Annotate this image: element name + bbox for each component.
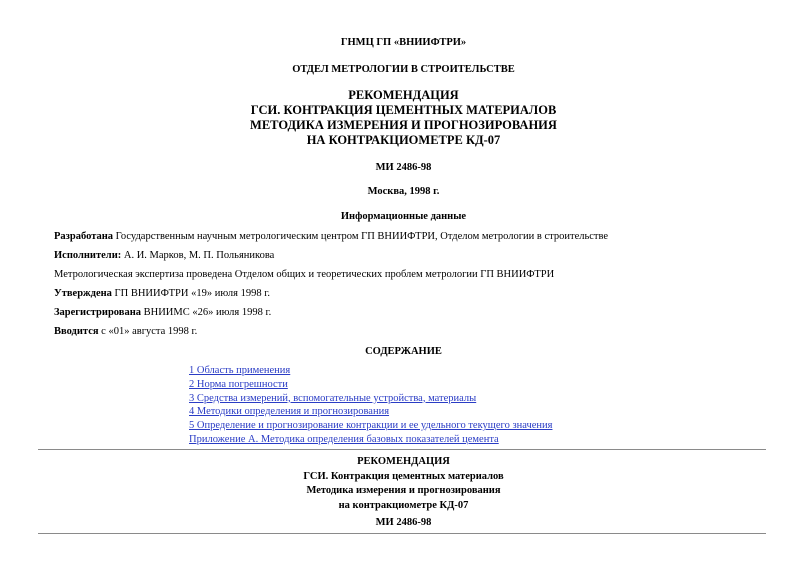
authors-line <box>54 250 274 261</box>
doc-title <box>0 88 807 148</box>
toc-item <box>189 405 552 419</box>
section-title-line: ГСИ. Контракция цементных материалов <box>303 470 504 482</box>
toc-link-scope[interactable]: 1 Область применения <box>189 365 291 376</box>
toc-item <box>189 364 552 378</box>
effective-text: с «01» августа 1998 г. <box>98 326 198 337</box>
section-title <box>0 455 807 513</box>
registered-label: Зарегистрирована <box>54 307 141 318</box>
section-title-line: Методика измерения и прогнозирования <box>306 485 501 496</box>
developed-label: Разработана <box>54 231 114 242</box>
registered-line <box>54 307 271 318</box>
table-of-contents <box>189 364 552 447</box>
toc-heading: СОДЕРЖАНИЕ <box>365 346 442 357</box>
doc-number: МИ 2486-98 <box>375 162 432 173</box>
effective-label: Вводится <box>54 326 99 337</box>
doc-title-line: РЕКОМЕНДАЦИЯ <box>348 88 459 102</box>
authors-label: Исполнители: <box>54 250 122 261</box>
toc-item <box>189 378 552 392</box>
approved-line <box>54 288 270 299</box>
toc-link-error-norm[interactable]: 2 Норма погрешности <box>189 378 288 390</box>
approved-label: Утверждена <box>54 288 112 299</box>
developed-line <box>54 231 608 242</box>
section-title-line: на контракциометре КД-07 <box>338 499 469 511</box>
info-heading: Информационные данные <box>340 211 467 222</box>
toc-item <box>189 433 552 447</box>
section-divider-bottom <box>38 533 766 534</box>
toc-link-determination[interactable]: 5 Определение и прогнозирование контракции и ее удельного текущего значения <box>189 420 553 432</box>
effective-line <box>54 326 197 337</box>
toc-item <box>189 419 552 433</box>
toc-link-instruments[interactable]: 3 Средства измерений, вспомогательные устройства, материалы <box>189 392 477 404</box>
authors-text: А. И. Марков, М. П. Польяникова <box>121 250 275 261</box>
department-name: ОТДЕЛ МЕТРОЛОГИИ В СТРОИТЕЛЬСТВЕ <box>292 64 515 75</box>
doc-title-line: МЕТОДИКА ИЗМЕРЕНИЯ И ПРОГНОЗИРОВАНИЯ <box>250 118 557 132</box>
section-doc-number: МИ 2486-98 <box>375 517 432 528</box>
expertise-line: Метрологическая экспертиза проведена Отделом общих и теоретических проблем метрологии ГП ВНИИФТРИ <box>54 269 555 280</box>
toc-link-methods[interactable]: 4 Методики определения и прогнозирования <box>189 406 390 418</box>
place-year: Москва, 1998 г. <box>367 186 440 197</box>
section-divider-top <box>38 449 766 450</box>
org-name: ГНМЦ ГП «ВНИИФТРИ» <box>340 37 467 48</box>
toc-link-appendix-a[interactable]: Приложение А. Методика определения базовых показателей цемента <box>189 433 499 445</box>
doc-title-line: НА КОНТРАКЦИОМЕТРЕ КД-07 <box>306 133 501 147</box>
developed-text: Государственным научным метрологическим центром ГП ВНИИФТРИ, Отделом метрологии в строительстве <box>113 231 609 242</box>
toc-item <box>189 392 552 406</box>
approved-text: ГП ВНИИФТРИ «19» июля 1998 г. <box>111 288 270 299</box>
doc-title-line: ГСИ. КОНТРАКЦИЯ ЦЕМЕНТНЫХ МАТЕРИАЛОВ <box>250 103 557 117</box>
section-title-line: РЕКОМЕНДАЦИЯ <box>357 456 450 467</box>
registered-text: ВНИИМС «26» июля 1998 г. <box>141 307 272 318</box>
